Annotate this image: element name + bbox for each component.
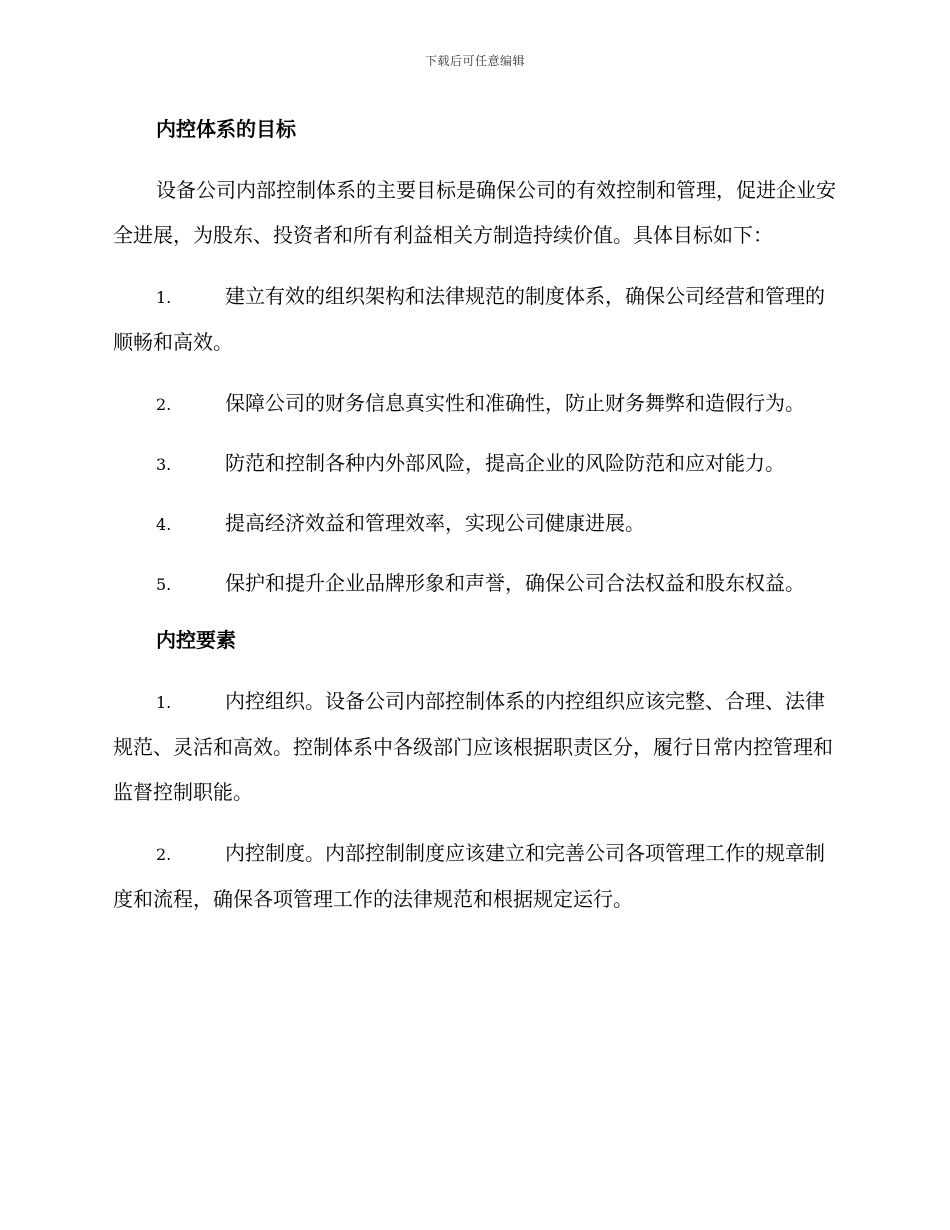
header-note: 下载后可任意编辑 <box>424 54 525 68</box>
list-number: 1. <box>156 288 172 307</box>
element-item-1 <box>113 679 838 815</box>
list-number: 2. <box>156 845 172 864</box>
objective-item-4 <box>113 501 838 547</box>
list-number: 3. <box>156 455 172 474</box>
list-item-text: 建立有效的组织架构和法律规范的制度体系，确保公司经营和管理的顺畅和高效。 <box>113 284 825 354</box>
list-number: 2. <box>156 395 172 414</box>
list-number: 4. <box>156 515 172 534</box>
objective-item-1 <box>113 274 838 365</box>
section-title-objectives: 内控体系的目标 <box>156 117 296 141</box>
objective-item-2 <box>113 381 838 427</box>
element-item-2 <box>113 831 838 922</box>
list-item-text: 提高经济效益和管理效率，实现公司健康进展。 <box>225 511 645 535</box>
objectives-intro-paragraph: 设备公司内部控制体系的主要目标是确保公司的有效控制和管理，促进企业安全进展，为股东、投资者和所有利益相关方制造持续价值。具体目标如下： <box>113 178 836 247</box>
list-item-text: 保护和提升企业品牌形象和声誉，确保公司合法权益和股东权益。 <box>225 571 805 595</box>
list-item-text: 保障公司的财务信息真实性和准确性，防止财务舞弊和造假行为。 <box>225 391 805 415</box>
list-item-text: 内控制度。内部控制制度应该建立和完善公司各项管理工作的规章制度和流程，确保各项管理工作的法律规范和根据规定运行。 <box>113 841 825 911</box>
list-item-text: 防范和控制各种内外部风险，提高企业的风险防范和应对能力。 <box>225 451 785 475</box>
section-title-elements: 内控要素 <box>156 628 236 652</box>
objective-item-5 <box>113 561 838 607</box>
list-number: 5. <box>156 575 172 594</box>
objective-item-3 <box>113 441 838 487</box>
document-body <box>113 112 838 922</box>
list-number: 1. <box>156 693 172 712</box>
list-item-text: 内控组织。设备公司内部控制体系的内控组织应该完整、合理、法律规范、灵活和高效。控制体系中各级部门应该根据职责区分，履行日常内控管理和监督控制职能。 <box>113 689 833 804</box>
